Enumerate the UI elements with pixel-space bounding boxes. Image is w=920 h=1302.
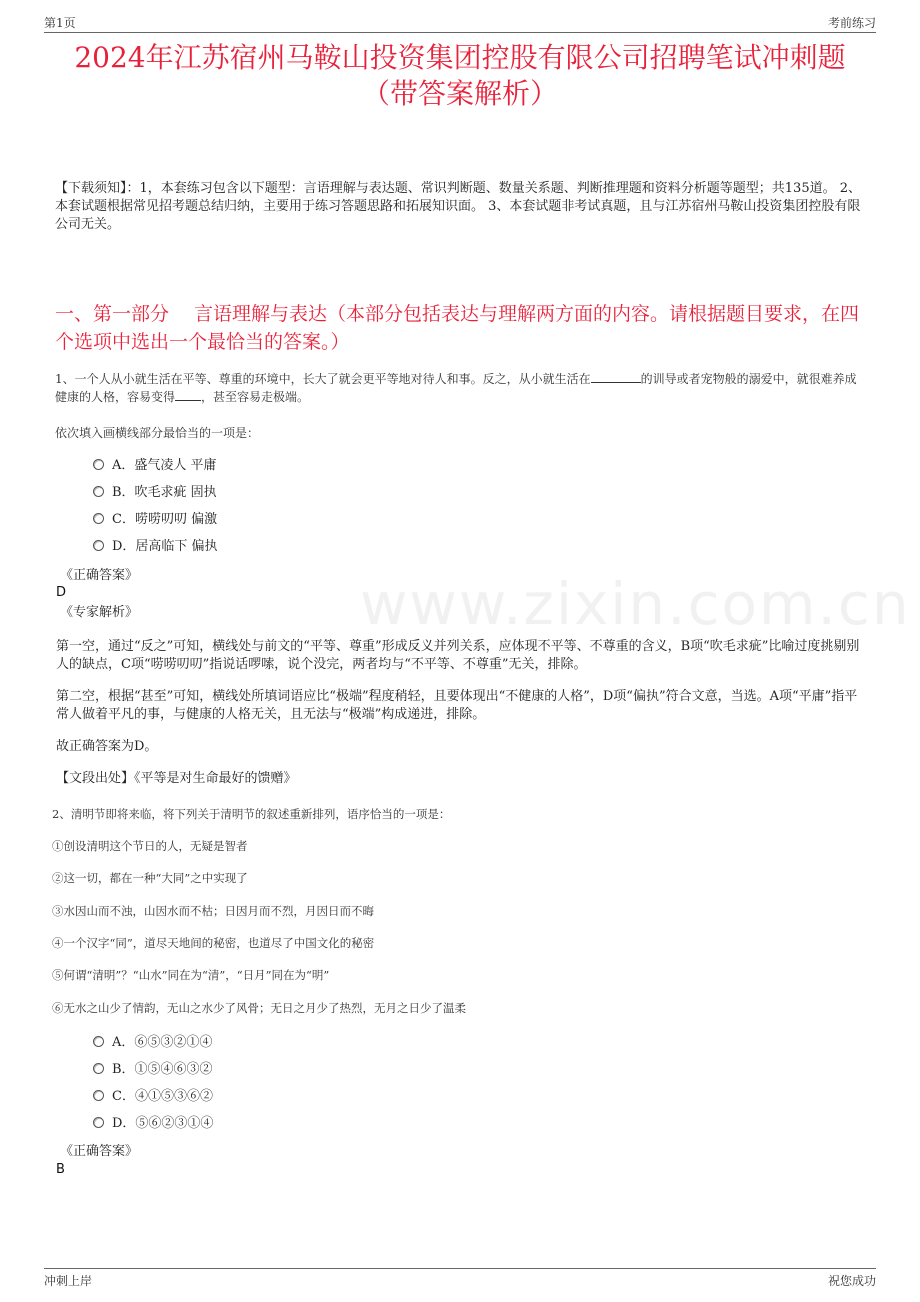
- q1-answer: D: [56, 585, 67, 600]
- q1-analysis-conclusion: 故正确答案为D。: [56, 739, 158, 754]
- option-label: C．唠唠叨叨 偏激: [112, 512, 218, 527]
- q2-option-a[interactable]: [93, 1034, 212, 1052]
- option-label: A．⑥⑤③②①④: [112, 1035, 213, 1050]
- radio-icon[interactable]: [93, 540, 104, 551]
- q2-option-d[interactable]: [93, 1115, 213, 1133]
- q2-answer: B: [56, 1162, 65, 1177]
- page-header: [44, 12, 876, 33]
- q1-option-d[interactable]: [93, 538, 218, 556]
- radio-icon[interactable]: [93, 1063, 104, 1074]
- question-2-text: 2、清明节即将来临，将下列关于清明节的叙述重新排列，语序恰当的一项是：: [52, 807, 451, 821]
- q2-option-c[interactable]: [93, 1088, 213, 1106]
- title-line-2: （带答案解析）: [361, 77, 558, 110]
- radio-icon[interactable]: [93, 459, 104, 470]
- header-tag: 考前练习: [827, 16, 876, 30]
- q1-analysis-label: 《专家解析》: [60, 605, 139, 620]
- q2-item-5: ⑤何谓“清明”？“山水”同在为“清”，“日月”同在为“明”: [52, 968, 330, 982]
- section-heading: 一、第一部分 言语理解与表达（本部分包括表达与理解两方面的内容。请根据题目要求，在四个选项中选出一个最恰当的答案。）: [55, 303, 860, 353]
- footer-right: 祝您成功: [827, 1274, 876, 1288]
- document-title: [40, 40, 880, 112]
- option-label: A．盛气凌人 平庸: [112, 458, 217, 473]
- option-label: D．⑤⑥②③①④: [112, 1116, 214, 1131]
- q2-item-6: ⑥无水之山少了情韵，无山之水少了风骨；无日之月少了热烈，无月之日少了温柔: [52, 1001, 466, 1015]
- radio-icon[interactable]: [93, 513, 104, 524]
- q1-text-part-b: 的训导或者宠物般的溺爱中，就很难养成健康的人格，容易变得: [55, 372, 857, 404]
- watermark: www.zixin.com.cn: [360, 570, 911, 638]
- q1-analysis-paragraph-2: 第二空，根据“甚至”可知，横线处所填词语应比“极端”程度稍轻，且要体现出“不健康的人格”，D项“偏执”符合文意，当选。A项“平庸”指平常人做着平凡的事，与健康的人格无关，且无法与“极端”构成递进，排除。: [56, 689, 858, 722]
- q2-item-2: ②这一切，都在一种“大同”之中实现了: [52, 871, 248, 885]
- page-footer: [44, 1268, 876, 1289]
- q1-option-a[interactable]: [93, 457, 217, 475]
- q1-source: 【文段出处】《平等是对生命最好的馈赠》: [56, 771, 297, 786]
- radio-icon[interactable]: [93, 1036, 104, 1047]
- option-label: C．④①⑤③⑥②: [112, 1089, 213, 1104]
- download-notice: 【下载须知】：1，本套练习包含以下题型：言语理解与表达题、常识判断题、数量关系题、判断推理题和资料分析题等题型；共135道。 2、本套试题根据常见招考题总结归纳，主要用于练习答题思路和拓展知识面。 3、本套试题非考试真题，且与江苏宿州马鞍山投资集团控股有限公司无关。: [55, 181, 861, 232]
- q2-answer-label: 《正确答案》: [60, 1144, 139, 1159]
- q1-blank-2: [175, 388, 201, 401]
- title-line-1: 2024年江苏宿州马鞍山投资集团控股有限公司招聘笔试冲刺题: [74, 41, 846, 74]
- radio-icon[interactable]: [93, 1090, 104, 1101]
- question-1-instruction: 依次填入画横线部分最恰当的一项是：: [55, 426, 260, 440]
- option-label: B．①⑤④⑥③②: [112, 1062, 213, 1077]
- q1-answer-label: 《正确答案》: [60, 568, 139, 583]
- q1-text-part-a: 1、一个人从小就生活在平等、尊重的环境中，长大了就会更平等地对待人和事。反之，从小就生活在: [55, 372, 591, 386]
- option-label: D．居高临下 偏执: [112, 539, 218, 554]
- q1-blank-1: [591, 370, 641, 383]
- q2-item-3: ③水因山而不浊，山因水而不枯；日因月而不烈，月因日而不晦: [52, 904, 374, 918]
- footer-left: 冲刺上岸: [44, 1274, 93, 1288]
- option-label: B．吹毛求疵 固执: [112, 485, 217, 500]
- radio-icon[interactable]: [93, 486, 104, 497]
- q2-option-b[interactable]: [93, 1061, 213, 1079]
- q1-option-b[interactable]: [93, 484, 217, 502]
- q1-analysis-paragraph-1: 第一空，通过“反之”可知，横线处与前文的“平等、尊重”形成反义并列关系，应体现不平等、不尊重的含义，B项“吹毛求疵”比喻过度挑剔别人的缺点，C项“唠唠叨叨”指说话啰嗦，说个没完，两者均与“不平等、不尊重”无关，排除。: [56, 639, 860, 672]
- page-number: 第1页: [44, 16, 76, 30]
- question-1-text: [55, 370, 865, 406]
- q1-option-c[interactable]: [93, 511, 217, 529]
- q2-item-4: ④一个汉字“同”，道尽天地间的秘密，也道尽了中国文化的秘密: [52, 936, 375, 950]
- q1-text-part-c: ，甚至容易走极端。: [201, 390, 310, 404]
- radio-icon[interactable]: [93, 1117, 104, 1128]
- q2-item-1: ①创设清明这个节日的人，无疑是智者: [52, 839, 248, 853]
